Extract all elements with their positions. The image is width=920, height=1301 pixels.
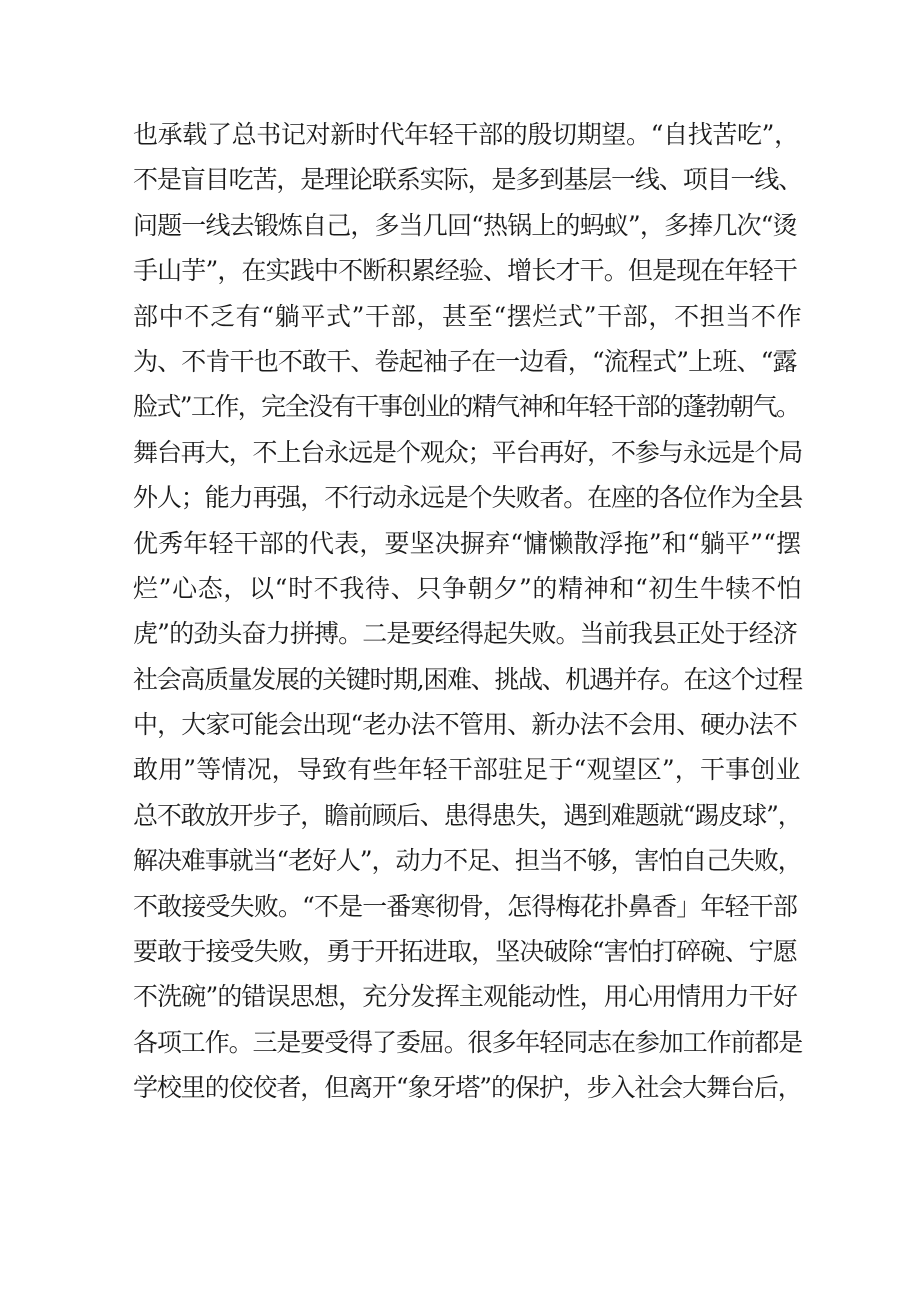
text-line: 部中不乏有“躺平式”干部，甚至“摆烂式”干部，不担当不作	[133, 301, 803, 331]
text-line: 也承载了总书记对新时代年轻干部的殷切期望。“自找苦吃”，	[133, 120, 799, 149]
text-line: 脸式”工作，完全没有干事创业的精气神和年轻干部的蓬勃朝气。	[133, 392, 800, 422]
text-line: 中，大家可能会出现“老办法不管用、新办法不会用、硬办法不	[133, 710, 797, 740]
text-line: 总不敢放开步子，瞻前顾后、患得患失，遇到难题就“踢皮球”，	[133, 800, 802, 830]
text-line: 解决难事就当“老好人”，动力不足、担当不够，害怕自己失败，	[133, 846, 802, 876]
text-line: 敢用”等情况，导致有些年轻干部驻足于“观望区”，干事创业	[133, 755, 801, 785]
text-line: 舞台再大，不上台永远是个观众；平台再好，不参与永远是个局	[133, 437, 803, 467]
text-line: 优秀年轻干部的代表，要坚决摒弃“慵懒散浮拖”和“躺平”“摆	[133, 528, 802, 558]
text-line: 不是盲目吃苦，是理论联系实际，是多到基层一线、项目一线、	[133, 165, 803, 195]
text-line: 不敢接受失败。“不是一番寒彻骨，怎得梅花扑鼻香」年轻干部	[133, 891, 797, 921]
text-line: 虎”的劲头奋力拼搏。二是要经得起失败。当前我县正处于经济	[133, 619, 797, 649]
text-line: 学校里的佼佼者，但离开“象牙塔”的保护，步入社会大舞台后，	[133, 1073, 802, 1103]
text-line: 手山芋”，在实践中不断积累经验、增长才干。但是现在年轻干	[133, 256, 797, 286]
text-line: 社会高质量发展的关键时期,困难、挑战、机遇并存。在这个过程	[133, 664, 802, 694]
body-text	[133, 112, 803, 1111]
text-line: 要敢于接受失败，勇于开拓进取，坚决破除“害怕打碎碗、宁愿	[133, 937, 797, 967]
text-line: 不洗碗”的错误思想，充分发挥主观能动性，用心用情用力干好	[133, 982, 797, 1012]
text-line: 各项工作。三是要受得了委屈。很多年轻同志在参加工作前都是	[133, 1027, 803, 1057]
text-line: 问题一线去锻炼自己，多当几回“热锅上的蚂蚁”，多捧几次“烫	[133, 210, 797, 240]
text-line: 为、不肯干也不敢干、卷起袖子在一边看，“流程式”上班、“露	[133, 346, 797, 376]
text-line: 外人；能力再强，不行动永远是个失败者。在座的各位作为全县	[133, 483, 803, 513]
text-line: 烂”心态，以“时不我待、只争朝夕”的精神和“初生牛犊不怕	[133, 573, 803, 603]
